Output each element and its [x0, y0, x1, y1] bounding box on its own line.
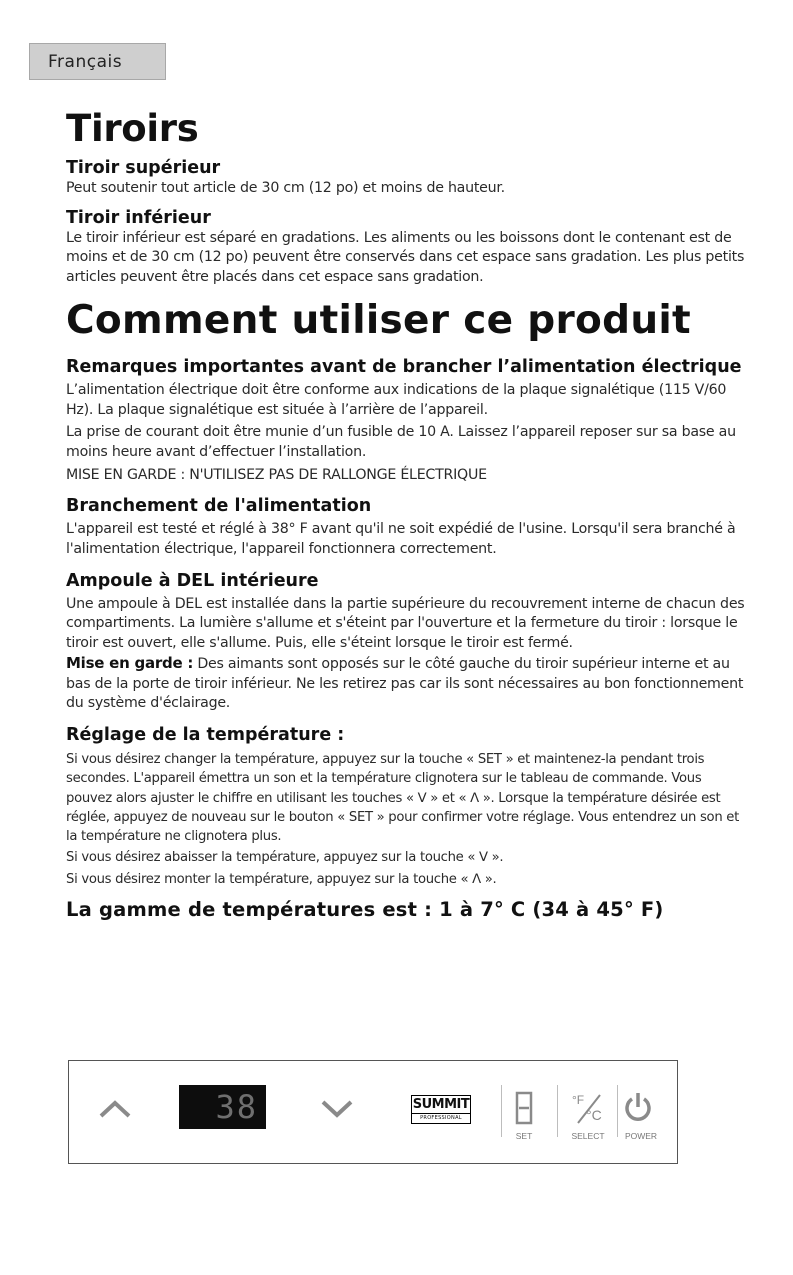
power-icon [623, 1110, 653, 1129]
upper-drawer-heading: Tiroir supérieur [66, 158, 221, 178]
usage-title: Comment utiliser ce produit [66, 297, 691, 343]
drawers-title: Tiroirs [66, 107, 199, 150]
led-caution [66, 654, 746, 714]
temperature-range-title: La gamme de températures est : 1 à 7° C (34 à 45° F) [66, 898, 664, 922]
down-arrow-icon [319, 1099, 355, 1123]
up-arrow-icon [97, 1099, 133, 1123]
temperature-text-2: Si vous désirez abaisser la température, appuyez sur la touche « ᐯ ». [66, 850, 504, 866]
set-label: SET [515, 1131, 533, 1141]
power-notes-text-1: L’alimentation électrique doit être conforme aux indications de la plaque signalétique (115 V/60 Hz). La plaque signalétique est située à l’arrière de l’appareil. [66, 381, 727, 418]
summit-logo [411, 1095, 471, 1124]
divider [557, 1085, 558, 1137]
temperature-text-1: Si vous désirez changer la température, appuyez sur la touche « SET » et maintenez-la pendant trois secondes. L'appareil émettra un son et la température clignotera sur le tableau de commande. Vous pouvez alors ajuster le chiffre en utilisant les touches « ᐯ » et « ᐱ ». Lorsque la température désirée est réglée, appuyez de nouveau sur le bouton « SET » pour confirmer votre réglage. Vous entendrez un son et la température ne clignotera plus. [66, 751, 739, 845]
lower-drawer-text: Le tiroir inférieur est séparé en gradations. Les aliments ou les boissons dont le contenant est de moins et de 30 cm (12 po) peuvent être conservés dans cet espace sans gradation. Les plus petits articles peuvent être placés dans cet espace sans gradation. [66, 229, 745, 286]
set-button [499, 1091, 549, 1129]
fahrenheit-symbol: °F [572, 1093, 585, 1107]
temperature-text-3: Si vous désirez monter la température, appuyez sur la touche « ᐱ ». [66, 871, 497, 887]
select-label: SELECT [571, 1131, 605, 1141]
upper-drawer-text: Peut soutenir tout article de 30 cm (12 po) et moins de hauteur. [66, 180, 505, 196]
led-text: Une ampoule à DEL est installée dans la partie supérieure du recouvrement interne de chacun des compartiments. La lumière s'allume et s'éteint par l'ouverture et la fermeture du tiroir : lorsque le tiroir est ouvert, elle s'allume. Puis, elle s'éteint lorsque le tiroir est fermé. [66, 595, 745, 652]
power-notes-caution: MISE EN GARDE : N'UTILISEZ PAS DE RALLONGE ÉLECTRIQUE [66, 466, 487, 483]
page-content [66, 105, 746, 923]
led-caution-text: Des aimants sont opposés sur le côté gauche du tiroir supérieur interne et au bas de la porte de tiroir inférieur. Ne les retirez pas car ils sont nécessaires au bon fonctionnement du système d'éclairage. [66, 655, 744, 712]
control-panel-illustration [68, 1060, 678, 1164]
led-caution-label: Mise en garde : [66, 653, 194, 672]
temperature-heading: Réglage de la température : [66, 724, 345, 745]
power-notes-text-2: La prise de courant doit être munie d’un fusible de 10 A. Laissez l’appareil reposer sur sa base au moins heure avant d’effectuer l’installation. [66, 424, 736, 460]
celsius-symbol: °C [586, 1107, 602, 1123]
power-notes-heading: Remarques importantes avant de brancher l’alimentation électrique [66, 356, 742, 377]
language-tab: Français [29, 43, 166, 80]
power-button [613, 1091, 663, 1129]
logo-text: SUMMIT [412, 1097, 470, 1112]
led-heading: Ampoule à DEL intérieure [66, 570, 319, 591]
set-icon [515, 1110, 533, 1129]
lower-drawer-heading: Tiroir inférieur [66, 207, 211, 228]
fahrenheit-celsius-icon [570, 1093, 606, 1125]
power-label: POWER [624, 1131, 658, 1141]
logo-subtext: PROFESSIONAL [420, 1115, 462, 1121]
connection-text: L'appareil est testé et réglé à 38° F avant qu'il ne soit expédié de l'usine. Lorsqu'il sera branché à l'alimentation électrique, l'appareil fonctionnera correctement. [66, 521, 736, 558]
connection-heading: Branchement de l'alimentation [66, 496, 372, 517]
temperature-display: 38 [179, 1085, 266, 1129]
